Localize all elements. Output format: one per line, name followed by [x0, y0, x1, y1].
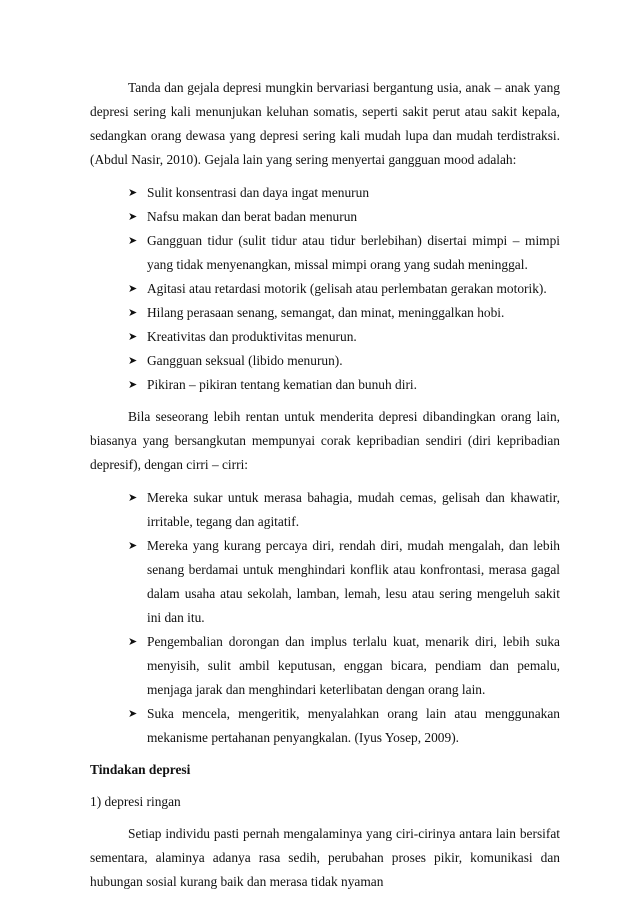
final-paragraph: Setiap individu pasti pernah mengalaminya yang ciri-cirinya antara lain bersifat sementara, alaminya adanya rasa sedih, perubahan proses pikir, komunikasi dan hubungan sosial kurang baik dan merasa tidak nyaman — [90, 826, 560, 889]
section-heading: Tindakan depresi — [90, 762, 191, 777]
arrow-bullet-icon: ➤ — [128, 283, 138, 295]
subsection-heading: 1) depresi ringan — [90, 794, 181, 809]
list-item-text: Pengembalian dorongan dan implus terlalu kuat, menarik diri, lebih suka menyisih, sulit ambil keputusan, enggan bicara, pendiam dan pemalu, menjaga jarak dan menghindari keterlibatan dengan orang lain. — [147, 634, 560, 697]
list-item — [128, 277, 560, 301]
arrow-bullet-icon: ➤ — [128, 187, 138, 199]
list-item — [128, 229, 560, 277]
list-item-text: Suka mencela, mengeritik, menyalahkan orang lain atau menggunakan mekanisme pertahanan penyangkalan. (Iyus Yosep, 2009). — [147, 706, 560, 745]
arrow-bullet-icon: ➤ — [128, 492, 138, 504]
arrow-bullet-icon: ➤ — [128, 379, 138, 391]
document-page — [90, 76, 560, 894]
list-item-text: Gangguan seksual (libido menurun). — [147, 353, 343, 368]
list-item-text: Sulit konsentrasi dan daya ingat menurun — [147, 185, 370, 200]
list-item — [128, 325, 560, 349]
personality-paragraph: Bila seseorang lebih rentan untuk menderita depresi dibandingkan orang lain, biasanya yang bersangkutan mempunyai corak kepribadian sendiri (diri kepribadian depresif), dengan cirri – cirri: — [90, 409, 560, 472]
list-item — [128, 181, 560, 205]
arrow-bullet-icon: ➤ — [128, 331, 138, 343]
list-item-text: Agitasi atau retardasi motorik (gelisah atau perlembatan gerakan motorik). — [147, 281, 547, 296]
list-item-text: Pikiran – pikiran tentang kematian dan bunuh diri. — [147, 377, 417, 392]
arrow-bullet-icon: ➤ — [128, 355, 138, 367]
arrow-bullet-icon: ➤ — [128, 211, 138, 223]
list-item — [128, 205, 560, 229]
arrow-bullet-icon: ➤ — [128, 307, 138, 319]
list-item — [128, 349, 560, 373]
list-item — [128, 534, 560, 630]
arrow-bullet-icon: ➤ — [128, 235, 138, 247]
list-item-text: Mereka yang kurang percaya diri, rendah diri, mudah mengalah, dan lebih senang berdamai untuk menghindari konflik atau konfrontasi, merasa gagal dalam usaha atau sekolah, lamban, lemah, lesu atau sering mengeluh sakit ini dan itu. — [147, 538, 560, 625]
list-item — [128, 301, 560, 325]
list-item-text: Hilang perasaan senang, semangat, dan minat, meninggalkan hobi. — [147, 305, 505, 320]
list-item — [128, 630, 560, 702]
arrow-bullet-icon: ➤ — [128, 708, 138, 720]
arrow-bullet-icon: ➤ — [128, 636, 138, 648]
list-item — [128, 486, 560, 534]
arrow-bullet-icon: ➤ — [128, 540, 138, 552]
intro-paragraph: Tanda dan gejala depresi mungkin bervariasi bergantung usia, anak – anak yang depresi sering kali menunjukan keluhan somatis, seperti sakit perut atau sakit kepala, sedangkan orang dewasa yang depresi sering kali mudah lupa dan mudah terdistraksi. (Abdul Nasir, 2010). Gejala lain yang sering menyertai gangguan mood adalah: — [90, 80, 560, 167]
list-item-text: Mereka sukar untuk merasa bahagia, mudah cemas, gelisah dan khawatir, irritable, tegang dan agitatif. — [147, 490, 560, 529]
list-item-text: Nafsu makan dan berat badan menurun — [147, 209, 358, 224]
list-item — [128, 702, 560, 750]
trait-list — [90, 486, 560, 750]
list-item-text: Gangguan tidur (sulit tidur atau tidur berlebihan) disertai mimpi – mimpi yang tidak menyenangkan, missal mimpi orang yang sudah meninggal. — [147, 233, 560, 272]
list-item-text: Kreativitas dan produktivitas menurun. — [147, 329, 357, 344]
symptom-list — [90, 181, 560, 397]
list-item — [128, 373, 560, 397]
